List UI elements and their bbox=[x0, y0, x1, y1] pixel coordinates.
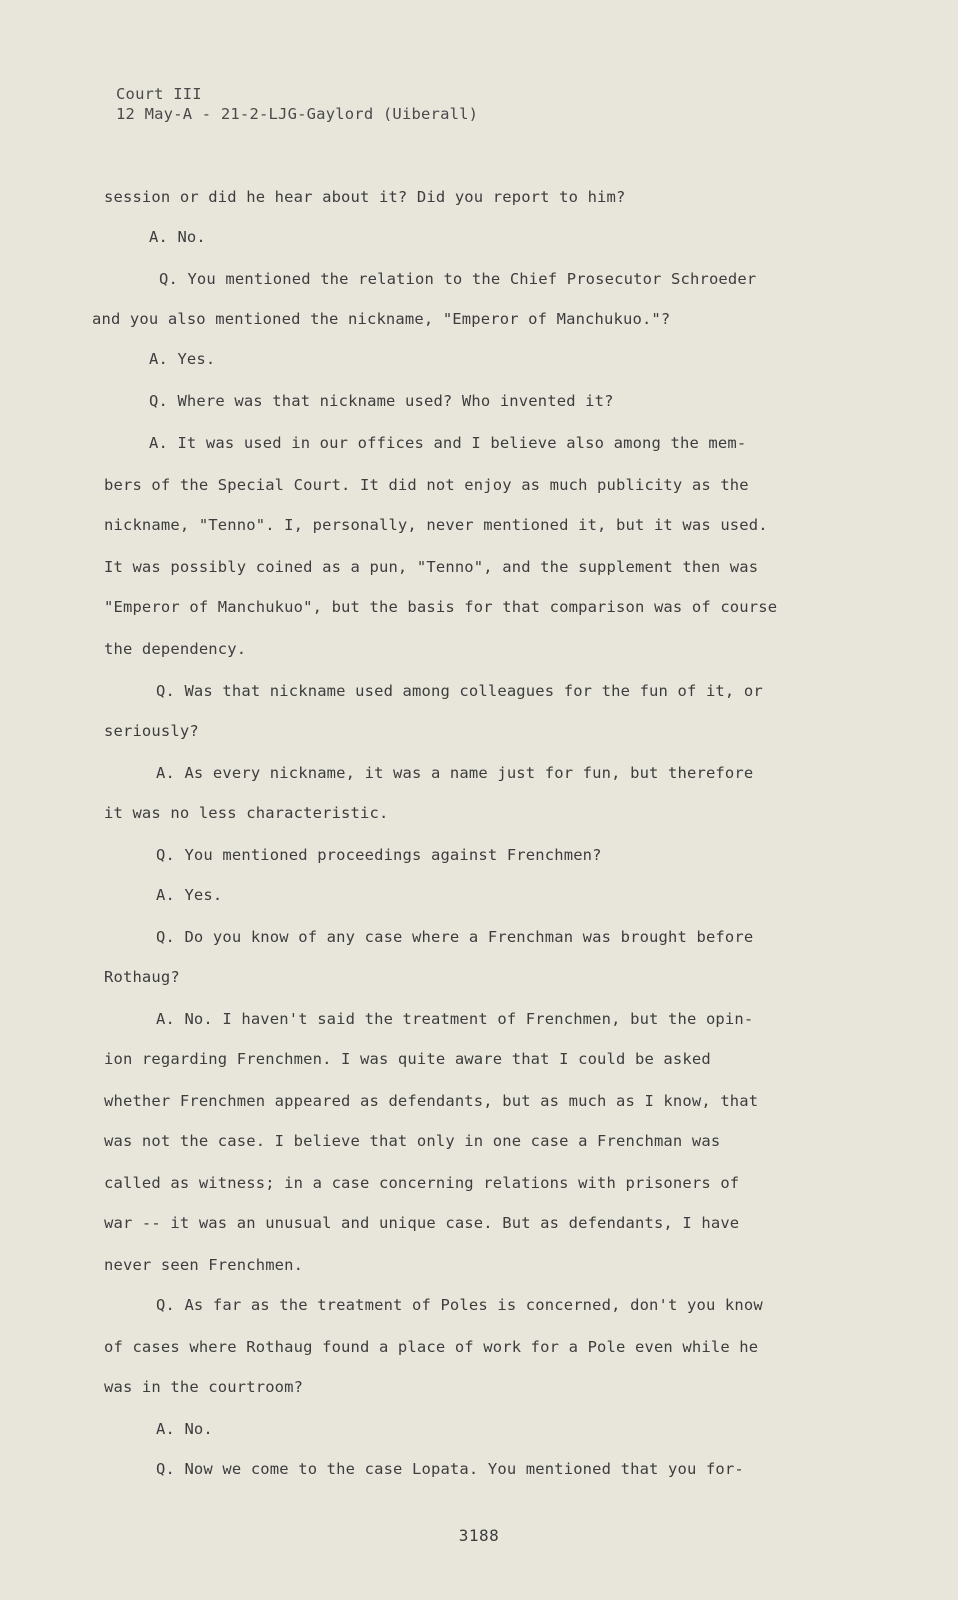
text-line: and you also mentioned the nickname, "Emperor of Manchukuo."? bbox=[92, 310, 671, 328]
document-header bbox=[116, 84, 478, 124]
text-line: was not the case. I believe that only in one case a Frenchman was bbox=[104, 1132, 721, 1150]
text-line: session or did he hear about it? Did you report to him? bbox=[104, 188, 626, 206]
text-line: Q. Do you know of any case where a Frenchman was brought before bbox=[156, 928, 754, 946]
text-line: seriously? bbox=[104, 722, 199, 740]
text-line: A. As every nickname, it was a name just for fun, but therefore bbox=[156, 764, 754, 782]
text-line: Q. You mentioned the relation to the Chief Prosecutor Schroeder bbox=[159, 270, 757, 288]
text-line: nickname, "Tenno". I, personally, never mentioned it, but it was used. bbox=[104, 516, 768, 534]
text-line: "Emperor of Manchukuo", but the basis for that comparison was of course bbox=[104, 598, 778, 616]
text-line: A. No. I haven't said the treatment of Frenchmen, but the opin- bbox=[156, 1010, 754, 1028]
header-court: Court III bbox=[116, 85, 202, 103]
text-line: war -- it was an unusual and unique case. But as defendants, I have bbox=[104, 1214, 740, 1232]
text-line: A. Yes. bbox=[156, 886, 223, 904]
text-line: called as witness; in a case concerning relations with prisoners of bbox=[104, 1174, 740, 1192]
text-line: Q. Now we come to the case Lopata. You mentioned that you for- bbox=[156, 1460, 744, 1478]
text-line: Q. You mentioned proceedings against Frenchmen? bbox=[156, 846, 602, 864]
text-line: bers of the Special Court. It did not enjoy as much publicity as the bbox=[104, 476, 749, 494]
text-line: never seen Frenchmen. bbox=[104, 1256, 304, 1274]
text-line: A. No. bbox=[156, 1420, 213, 1438]
page-number: 3188 bbox=[458, 1526, 500, 1545]
text-line: whether Frenchmen appeared as defendants, but as much as I know, that bbox=[104, 1092, 759, 1110]
text-line: was in the courtroom? bbox=[104, 1378, 304, 1396]
text-line: A. It was used in our offices and I believe also among the mem- bbox=[149, 434, 747, 452]
text-line: Rothaug? bbox=[104, 968, 180, 986]
text-line: It was possibly coined as a pun, "Tenno", and the supplement then was bbox=[104, 558, 759, 576]
header-session-info: 12 May-A - 21-2-LJG-Gaylord (Uiberall) bbox=[116, 105, 479, 123]
text-line: A. Yes. bbox=[149, 350, 216, 368]
text-line: Q. Where was that nickname used? Who invented it? bbox=[149, 392, 614, 410]
text-line: of cases where Rothaug found a place of work for a Pole even while he bbox=[104, 1338, 759, 1356]
text-line: the dependency. bbox=[104, 640, 247, 658]
text-line: Q. Was that nickname used among colleagues for the fun of it, or bbox=[156, 682, 763, 700]
text-line: ion regarding Frenchmen. I was quite aware that I could be asked bbox=[104, 1050, 711, 1068]
text-line: it was no less characteristic. bbox=[104, 804, 389, 822]
text-line: A. No. bbox=[149, 228, 206, 246]
text-line: Q. As far as the treatment of Poles is concerned, don't you know bbox=[156, 1296, 763, 1314]
